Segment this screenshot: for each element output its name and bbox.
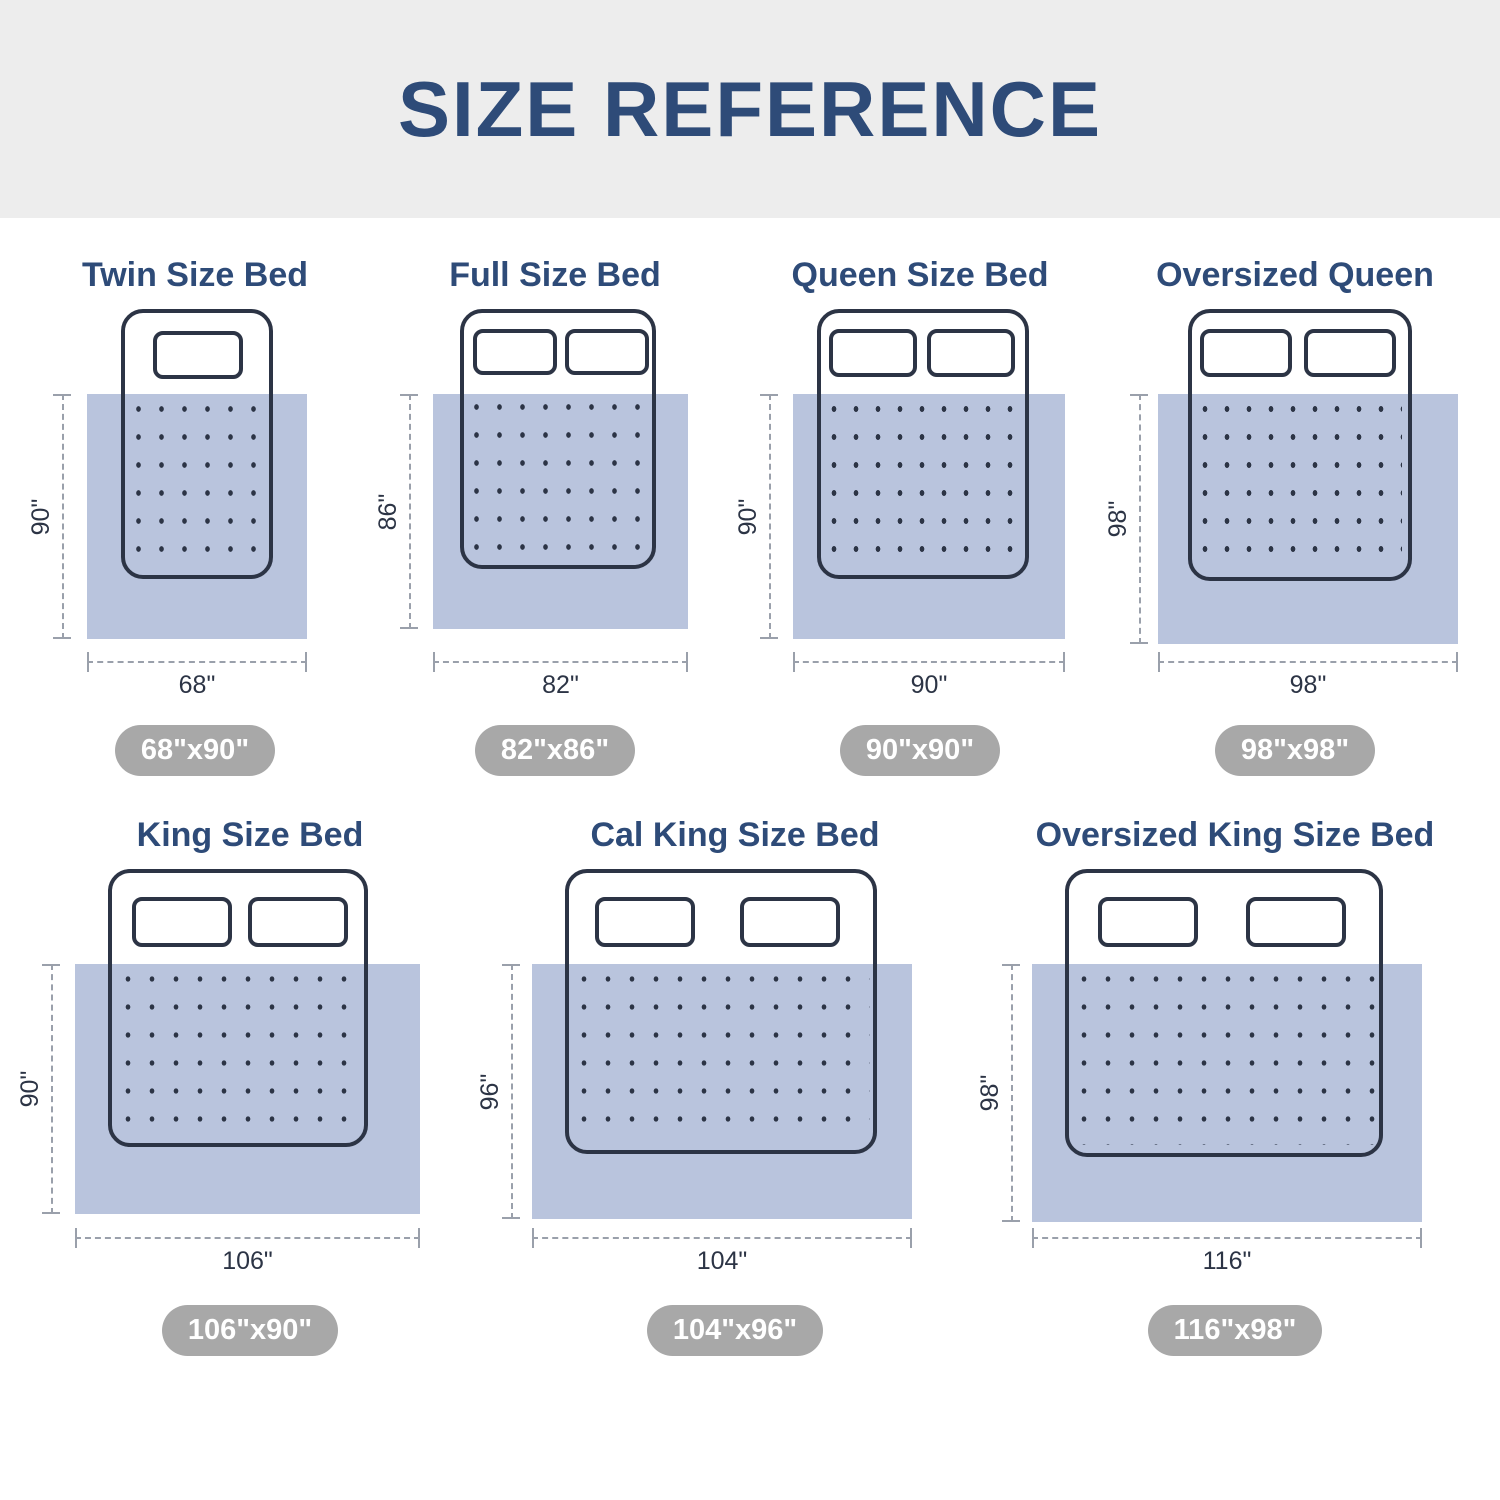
quilt-texture <box>823 395 1019 567</box>
size-badge: 116"x98" <box>1148 1305 1323 1356</box>
bed-title: Queen Size Bed <box>791 256 1049 294</box>
bed-card-full <box>375 256 735 776</box>
bed-card-queen <box>735 256 1105 776</box>
dimension-height <box>373 394 418 629</box>
dimension-width <box>793 661 1065 699</box>
pillow-icon <box>565 329 649 375</box>
pillow-icon <box>473 329 557 375</box>
bed-diagram <box>15 869 460 1289</box>
dimension-width-label: 106" <box>222 1247 273 1275</box>
pillow-icon <box>595 897 695 947</box>
dimension-width <box>75 1237 420 1275</box>
dimension-height-label: 90" <box>26 498 55 535</box>
pillow-icon <box>829 329 917 377</box>
size-badge: 98"x98" <box>1215 725 1375 776</box>
dimension-height-label: 86" <box>373 493 402 530</box>
quilt-texture <box>116 965 360 1137</box>
quilt-texture <box>1194 395 1402 569</box>
size-badge: 106"x90" <box>162 1305 338 1356</box>
dimension-width-label: 116" <box>1202 1247 1252 1275</box>
pillow-icon <box>153 331 243 379</box>
pillow-icon <box>248 897 348 947</box>
bed-diagram <box>975 869 1460 1289</box>
dimension-width <box>1158 661 1458 699</box>
bed-card-oversized-queen <box>1105 256 1485 776</box>
bed-card-oversized-king <box>975 816 1485 1356</box>
size-badge: 90"x90" <box>840 725 1000 776</box>
quilt-texture <box>465 393 647 558</box>
bed-diagram <box>1103 309 1460 709</box>
quilt-texture <box>572 965 870 1143</box>
dimension-height <box>15 964 60 1214</box>
bed-card-king <box>15 816 485 1356</box>
pillow-icon <box>132 897 232 947</box>
dimension-width-label: 104" <box>696 1247 748 1275</box>
pillow-icon <box>1246 897 1346 947</box>
bed-title: Oversized King Size Bed <box>1035 816 1435 854</box>
dimension-height <box>1103 394 1148 644</box>
quilt-texture <box>1072 965 1376 1145</box>
pillow-icon <box>1200 329 1292 377</box>
bed-diagram <box>26 309 345 709</box>
pillow-icon <box>740 897 840 947</box>
bed-title: King Size Bed <box>136 816 364 854</box>
dimension-height-label: 96" <box>475 1073 504 1110</box>
bed-title: Oversized Queen <box>1156 256 1434 294</box>
pillow-icon <box>1098 897 1198 947</box>
dimension-height <box>26 394 71 639</box>
bed-card-twin <box>15 256 375 776</box>
dimension-width <box>1032 1237 1422 1275</box>
dimension-height-label: 98" <box>1103 500 1132 538</box>
dimension-width <box>532 1237 912 1275</box>
page-title: SIZE REFERENCE <box>397 65 1103 153</box>
bed-diagram <box>475 869 960 1289</box>
dimension-width-label: 82" <box>542 671 579 699</box>
dimension-width <box>433 661 688 699</box>
quilt-texture <box>127 395 267 565</box>
dimension-height-label: 90" <box>15 1070 44 1108</box>
dimension-height <box>475 964 520 1219</box>
dimension-height <box>975 964 1020 1222</box>
bed-row-top <box>0 218 1500 776</box>
bed-title: Cal King Size Bed <box>590 816 880 854</box>
dimension-height <box>733 394 778 639</box>
dimension-width-label: 90" <box>910 671 948 699</box>
bed-title: Full Size Bed <box>449 256 661 294</box>
dimension-width <box>87 661 307 699</box>
pillow-icon <box>927 329 1015 377</box>
dimension-width-label: 98" <box>1289 671 1327 699</box>
bed-diagram <box>373 309 705 709</box>
dimension-height-label: 90" <box>733 498 762 535</box>
header-banner <box>0 0 1500 218</box>
dimension-width-label: 68" <box>178 671 216 699</box>
bed-row-bottom <box>0 776 1500 1356</box>
bed-diagram <box>733 309 1075 709</box>
size-badge: 104"x96" <box>647 1305 823 1356</box>
size-badge: 68"x90" <box>115 725 275 776</box>
bed-card-cal-king <box>475 816 985 1356</box>
dimension-height-label: 98" <box>975 1074 1004 1112</box>
pillow-icon <box>1304 329 1396 377</box>
bed-title: Twin Size Bed <box>81 256 309 294</box>
size-badge: 82"x86" <box>475 725 635 776</box>
